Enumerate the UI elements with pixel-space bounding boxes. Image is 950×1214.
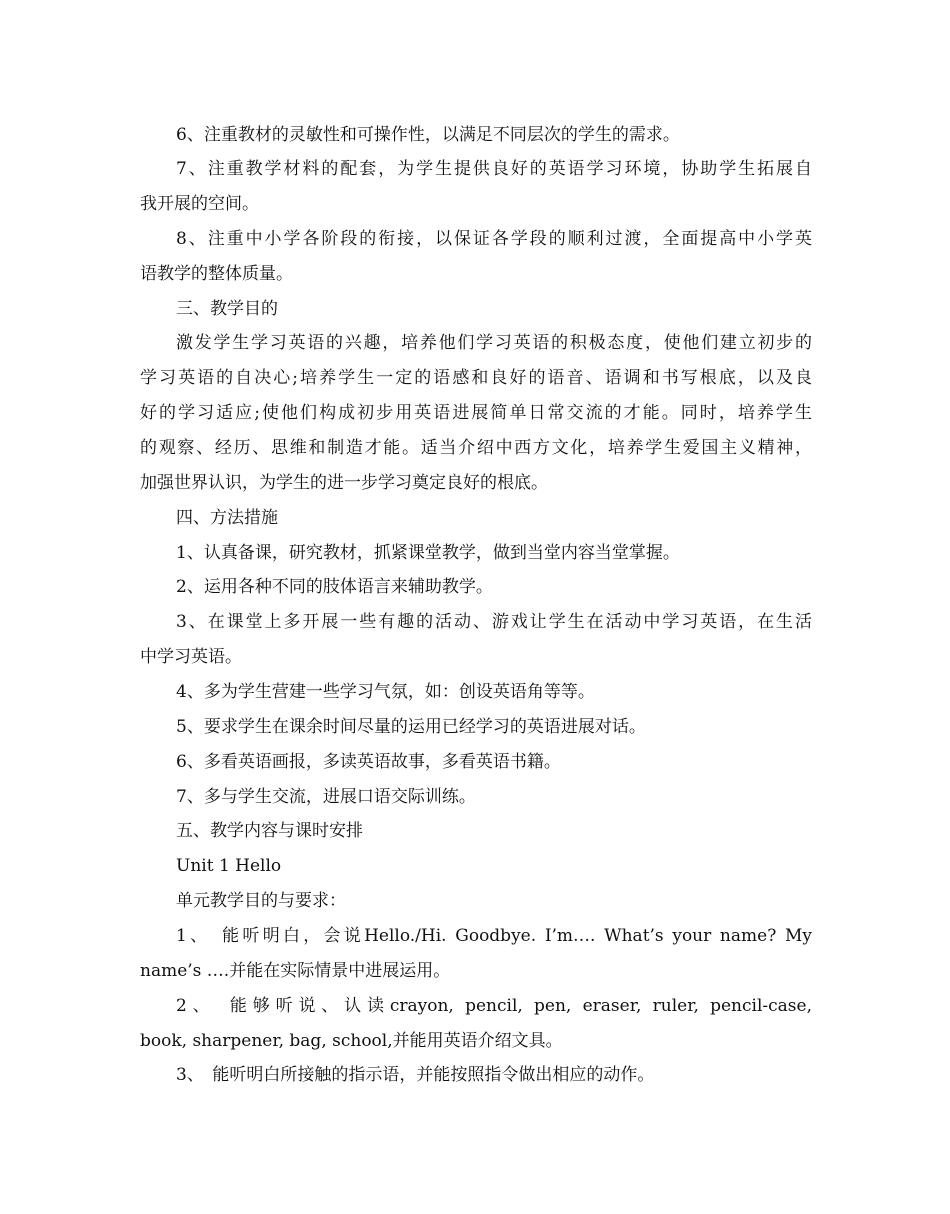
paragraph-line: 2、运用各种不同的肢体语言来辅助教学。 xyxy=(176,577,493,597)
paragraph-line: name’s ….并能在实际情景中进展运用。 xyxy=(140,961,451,981)
paragraph-line: 2、 能够听说、认读crayon, pencil, pen, eraser, ruler, pencil-case, xyxy=(176,996,812,1016)
paragraph-line: 好的学习适应;使他们构成初步用英语进展简单日常交流的才能。同时，培养学生 xyxy=(140,403,812,423)
paragraph-line: 学习英语的自决心;培养学生一定的语感和良好的语音、语调和书写根底，以及良 xyxy=(140,368,812,388)
paragraph-line: 加强世界认识，为学生的进一步学习奠定良好的根底。 xyxy=(140,473,548,493)
paragraph-line: 3、在课堂上多开展一些有趣的活动、游戏让学生在活动中学习英语，在生活 xyxy=(176,612,812,632)
paragraph-line: 5、要求学生在课余时间尽量的运用已经学习的英语进展对话。 xyxy=(176,717,646,737)
paragraph-line: 3、 能听明白所接触的指示语，并能按照指令做出相应的动作。 xyxy=(176,1065,655,1085)
paragraph-line: 中学习英语。 xyxy=(140,647,242,667)
paragraph-line: 语教学的整体质量。 xyxy=(140,264,293,284)
paragraph-line: 激发学生学习英语的兴趣，培养他们学习英语的积极态度，使他们建立初步的 xyxy=(176,333,812,353)
paragraph-line: 我开展的空间。 xyxy=(140,194,259,214)
paragraph-line: 单元教学目的与要求： xyxy=(176,891,346,911)
paragraph-line: book, sharpener, bag, school,并能用英语介绍文具。 xyxy=(140,1031,563,1051)
unit-title: Unit 1 Hello xyxy=(176,856,282,876)
section-heading: 三、教学目的 xyxy=(176,299,278,319)
paragraph-line: 6、注重教材的灵敏性和可操作性，以满足不同层次的学生的需求。 xyxy=(176,125,680,145)
paragraph-line: 的观察、经历、思维和制造才能。适当介绍中西方文化，培养学生爱国主义精神， xyxy=(140,438,812,458)
paragraph-line: 8、注重中小学各阶段的衔接，以保证各学段的顺利过渡，全面提高中小学英 xyxy=(176,229,812,249)
section-heading: 五、教学内容与课时安排 xyxy=(176,821,363,841)
paragraph-line: 7、注重教学材料的配套，为学生提供良好的英语学习环境，协助学生拓展自 xyxy=(176,159,812,179)
paragraph-line: 7、多与学生交流，进展口语交际训练。 xyxy=(176,787,476,807)
section-heading: 四、方法措施 xyxy=(176,508,278,528)
paragraph-line: 4、多为学生营建一些学习气氛，如：创设英语角等等。 xyxy=(176,682,595,702)
paragraph-line: 6、多看英语画报，多读英语故事，多看英语书籍。 xyxy=(176,752,561,772)
paragraph-line: 1、 能听明白，会说Hello./Hi. Goodbye. I’m…. What’s your name? My xyxy=(176,926,812,946)
paragraph-line: 1、认真备课，研究教材，抓紧课堂教学，做到当堂内容当堂掌握。 xyxy=(176,543,680,563)
